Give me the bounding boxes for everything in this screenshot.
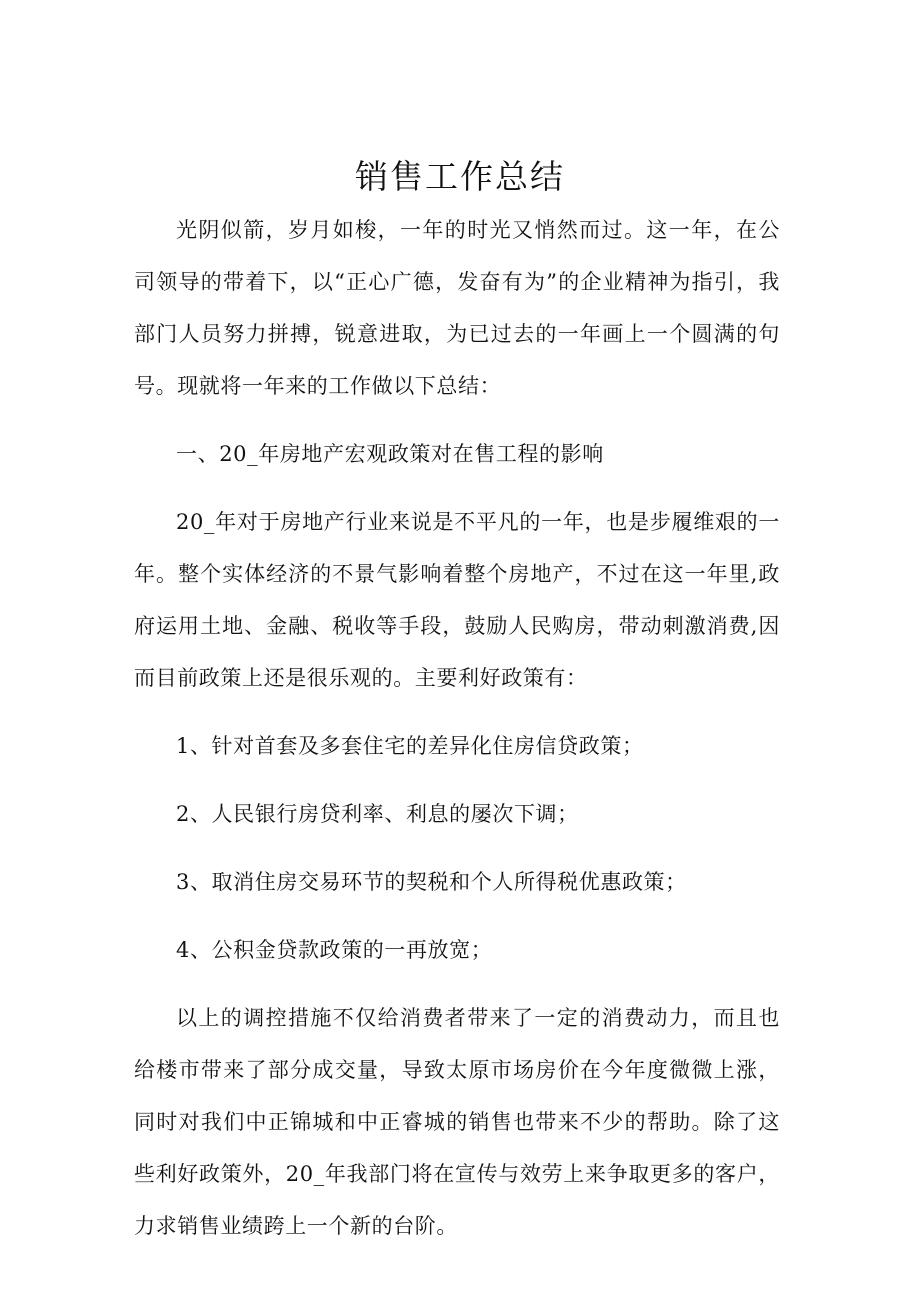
document-body [134, 204, 780, 1252]
section-heading-policy-impact: 一、20_年房地产宏观政策对在售工程的影响 [176, 442, 604, 466]
list-item-policy-4: 4、公积金贷款政策的一再放宽； [176, 938, 493, 962]
paragraph-market-overview: 20_年对于房地产行业来说是不平凡的一年，也是步履维艰的一年。整个实体经济的不景气影响着整个房地产，不过在这一年里,政府运用土地、金融、税收等手段，鼓励人民购房，带动刺激消费,因而目前政策上还是很乐观的。主要利好政策有： [134, 510, 780, 690]
list-item-policy-2: 2、人民银行房贷利率、利息的屡次下调； [176, 802, 579, 826]
list-item-policy-1: 1、针对首套及多套住宅的差异化住房信贷政策； [176, 734, 644, 758]
paragraph-gap [134, 480, 780, 496]
paragraph-gap [134, 772, 780, 788]
list-item-policy-3: 3、取消住房交易环节的契税和个人所得税优惠政策； [176, 870, 687, 894]
paragraph-gap [134, 976, 780, 992]
document-title: 销售工作总结 [355, 157, 565, 196]
paragraph-gap [134, 412, 780, 428]
paragraph-intro: 光阴似箭，岁月如梭，一年的时光又悄然而过。这一年，在公司领导的带着下，以“正心广德，发奋有为”的企业精神为指引，我部门人员努力拼搏，锐意进取，为已过去的一年画上一个圆满的句号。现就将一年来的工作做以下总结： [134, 218, 780, 398]
paragraph-gap [134, 908, 780, 924]
paragraph-conclusion: 以上的调控措施不仅给消费者带来了一定的消费动力，而且也给楼市带来了部分成交量，导致太原市场房价在今年度微微上涨，同时对我们中正锦城和中正睿城的销售也带来不少的帮助。除了这些利好政策外，20_年我部门将在宣传与效劳上来争取更多的客户，力求销售业绩跨上一个新的台阶。 [134, 1006, 780, 1238]
paragraph-gap [134, 840, 780, 856]
paragraph-gap [134, 704, 780, 720]
